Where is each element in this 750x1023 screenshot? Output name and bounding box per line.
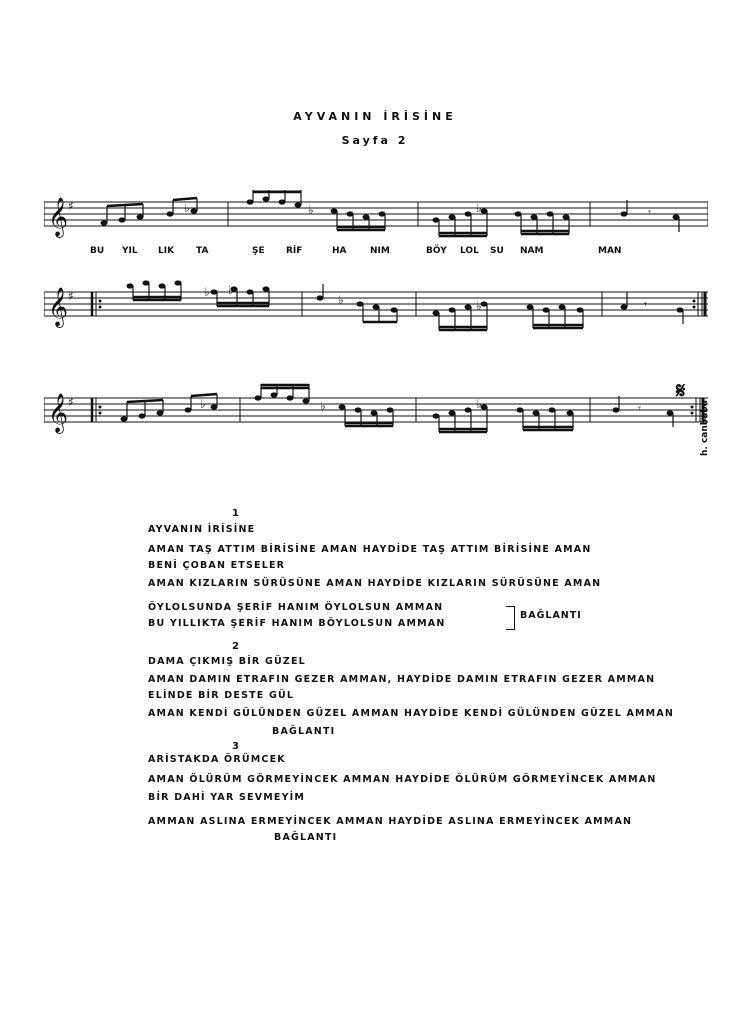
music-staff-3: [44, 380, 708, 440]
svg-text:♯: ♯: [68, 395, 74, 409]
page-number: Sayfa 2: [341, 134, 409, 147]
verse-3-number: 3: [232, 741, 239, 752]
lyric-syllable: NAM: [520, 246, 544, 256]
lyric-syllable: BÖY: [426, 246, 447, 256]
verse-line: AMAN DAMIN ETRAFIN GEZER AMMAN, HAYDİDE DAMIN ETRAFIN GEZER AMMAN: [148, 674, 656, 685]
svg-text:♭: ♭: [184, 201, 190, 215]
staff-1-lyrics: [60, 246, 700, 260]
verse-line: ARİSTAKDA ÖRÜMCEK: [148, 754, 286, 765]
verse-line: AMAN ÖLÜRÜM GÖRMEYİNCEK AMMAN HAYDİDE ÖLÜRÜM GÖRMEYİNCEK AMMAN: [148, 774, 657, 785]
refrain-line: ÖYLOLSUNDA ŞERİF HANIM ÖYLOLSUN AMMAN: [148, 602, 444, 613]
verse-line: AYVANIN İRİSİNE: [148, 524, 256, 535]
lyric-syllable: TA: [196, 246, 209, 256]
verse-refrain-label: BAĞLANTI: [272, 726, 336, 737]
svg-text:𝄾: 𝄾: [644, 298, 647, 311]
verse-2-number: 2: [232, 641, 239, 652]
lyric-syllable: LOL: [460, 246, 479, 256]
verse-1-number: 1: [232, 508, 239, 519]
svg-text:𝄞: 𝄞: [48, 393, 69, 433]
refrain-label: BAĞLANTI: [520, 610, 582, 621]
svg-text:♭: ♭: [338, 293, 344, 307]
svg-text:𝄞: 𝄞: [48, 197, 69, 237]
svg-text:♯: ♯: [68, 199, 74, 213]
svg-text:♭: ♭: [476, 397, 482, 411]
svg-text:♭: ♭: [476, 299, 482, 313]
verse-line: AMAN TAŞ ATTIM BİRİSİNE AMAN HAYDİDE TAŞ ATTIM BİRİSİNE AMAN: [148, 544, 592, 555]
lyric-syllable: SU: [490, 246, 504, 256]
verse-line: ELİNDE BİR DESTE GÜL: [148, 690, 295, 701]
refrain-line: BU YILLIKTA ŞERİF HANIM BÖYLOLSUN AMMAN: [148, 618, 446, 629]
verse-line: AMAN KENDİ GÜLÜNDEN GÜZEL AMMAN HAYDİDE KENDİ GÜLÜNDEN GÜZEL AMMAN: [148, 708, 675, 719]
svg-text:♭: ♭: [204, 285, 210, 299]
refrain-bracket: [506, 606, 515, 630]
svg-text:𝄞: 𝄞: [48, 287, 69, 327]
svg-text:♯: ♯: [68, 289, 74, 303]
lyric-syllable: NIM: [370, 246, 390, 256]
svg-text:𝄾: 𝄾: [648, 206, 651, 219]
verse-line: BENİ ÇOBAN ETSELER: [148, 560, 286, 571]
verse-line: AMAN KIZLARIN SÜRÜSÜNE AMAN HAYDİDE KIZLARIN SÜRÜSÜNE AMAN: [148, 578, 602, 589]
lyric-syllable: YIL: [122, 246, 138, 256]
lyric-syllable: MAN: [598, 246, 622, 256]
verse-line: DAMA ÇIKMIŞ BİR GÜZEL: [148, 656, 306, 667]
lyric-syllable: HA: [332, 246, 347, 256]
svg-text:♭: ♭: [476, 201, 482, 215]
verse-line: BİR DAHİ YAR SEVMEYİM: [148, 792, 306, 803]
svg-text:♭: ♭: [228, 283, 234, 297]
verse-line: AMMAN ASLINA ERMEYİNCEK AMMAN HAYDİDE ASLINA ERMEYİNCEK AMMAN: [148, 816, 633, 827]
verse-refrain-label: BAĞLANTI: [274, 832, 338, 843]
music-staff-2: [44, 278, 708, 338]
svg-text:♭: ♭: [200, 397, 206, 411]
svg-text:♭: ♭: [308, 203, 314, 217]
music-staff-1: [44, 190, 708, 250]
song-title: AYVANIN İRİSİNE: [293, 110, 457, 123]
svg-text:𝄾: 𝄾: [638, 402, 641, 415]
arranger-signature: h. canbaba: [700, 400, 710, 456]
lyric-syllable: ŞE: [252, 246, 265, 256]
lyric-syllable: LIK: [158, 246, 175, 256]
lyric-syllable: BU: [90, 246, 105, 256]
lyric-syllable: RİF: [286, 246, 303, 256]
svg-text:𝄋: 𝄋: [676, 380, 686, 404]
svg-text:♭: ♭: [320, 399, 326, 413]
